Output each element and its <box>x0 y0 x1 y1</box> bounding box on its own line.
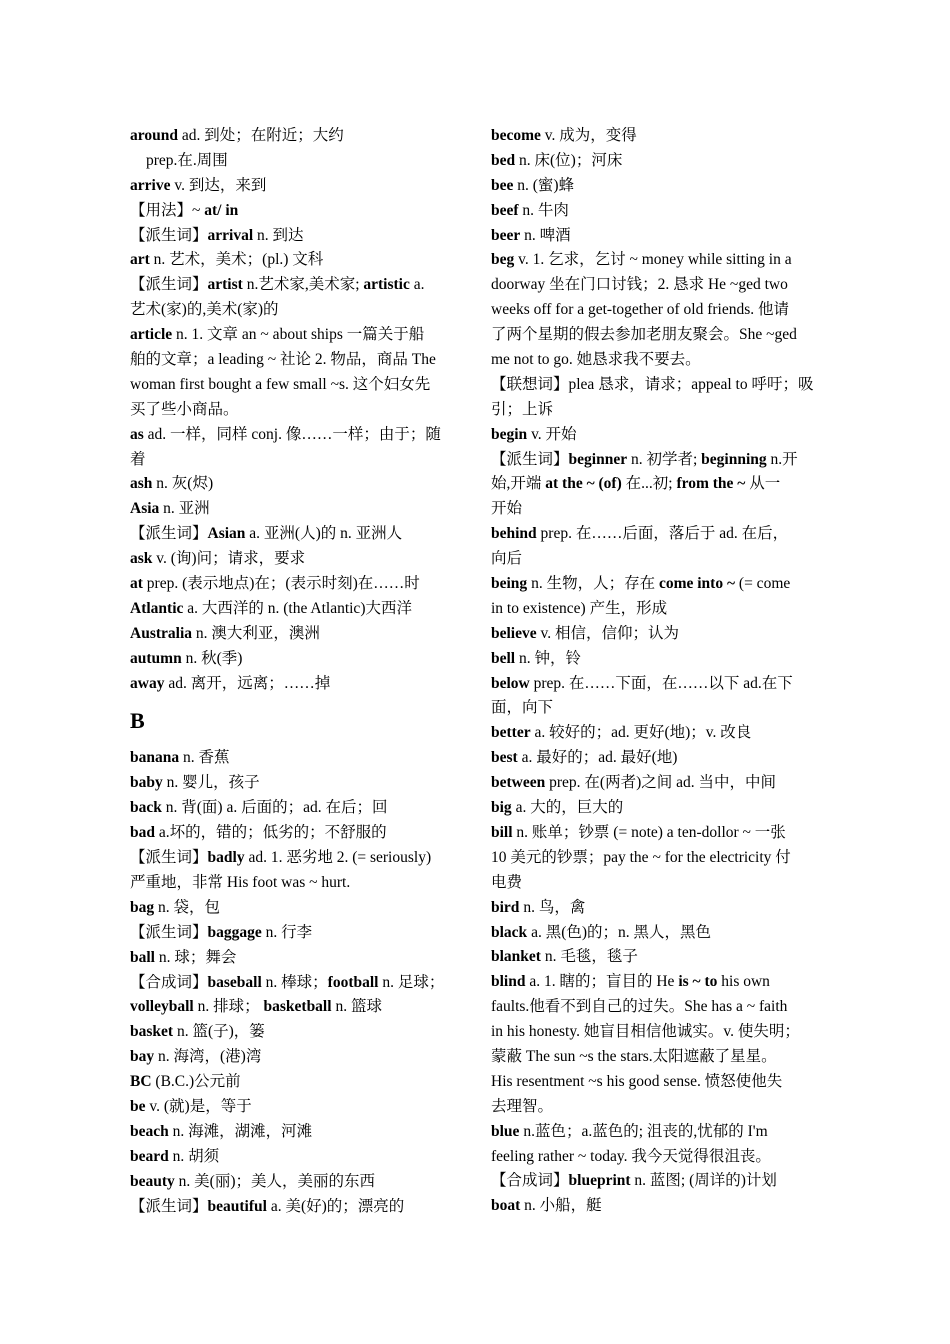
definition-text: n. 排球； <box>193 998 264 1016</box>
entry-line <box>491 298 821 323</box>
headword: Australia <box>130 624 192 642</box>
definition-text: n. 生物，人；存在 <box>527 575 659 593</box>
definition-text: v. 成为，变得 <box>540 127 637 144</box>
definition-text: 【合成词】 <box>130 973 208 991</box>
entry-line <box>130 946 456 971</box>
entry-line <box>491 248 821 273</box>
headword: believe <box>491 624 537 642</box>
entry-line <box>130 746 456 771</box>
entry-line <box>130 298 456 323</box>
definition-text: prep. (表示地点)在；(表示时刻)在……时 <box>142 575 420 593</box>
entry-line <box>491 945 821 970</box>
section-heading <box>130 696 456 746</box>
headword: bird <box>491 898 520 916</box>
definition-text: a. <box>409 276 425 294</box>
definition-text: n. 秋(季) <box>181 649 243 667</box>
headword: back <box>130 799 162 817</box>
definition-text: 【派生词】 <box>130 226 208 244</box>
headword: arrive <box>130 176 171 194</box>
headword: badly <box>207 849 245 867</box>
headword: beautiful <box>207 1197 267 1215</box>
entry-line <box>130 472 456 497</box>
definition-text: weeks off for a get-together of old friends. 他请 <box>491 301 789 319</box>
definition-text: 【派生词】 <box>130 1197 208 1215</box>
definition-text: 【派生词】 <box>130 849 208 867</box>
entry-line <box>491 124 821 149</box>
definition-text: prep. 在(两者)之间 ad. 当中，中间 <box>545 774 776 792</box>
definition-text: v. (询)问；请求，要求 <box>152 550 306 568</box>
definition-text: a. 较好的；ad. 更好(地)；v. 改良 <box>530 724 752 742</box>
headword: as <box>130 425 144 443</box>
entry-line <box>130 348 456 373</box>
headword: beginning <box>701 450 767 468</box>
definition-text: n. 篮(子)，篓 <box>173 1023 265 1041</box>
entry-line <box>130 597 456 622</box>
definition-text: n. 1. 文章 an ~ about ships 一篇关于船 <box>172 326 425 344</box>
entry-line <box>491 348 821 373</box>
definition-text: n. 牛肉 <box>518 201 569 219</box>
headword: best <box>491 749 518 767</box>
entry-line <box>130 224 456 249</box>
entry-line <box>130 1070 456 1095</box>
entry-line <box>130 248 456 273</box>
headword: football <box>327 973 379 991</box>
entry-line <box>491 796 821 821</box>
definition-text: 【派生词】 <box>130 525 208 543</box>
definition-text: n. 球；舞会 <box>154 948 237 966</box>
definition-text: v. (就)是，等于 <box>145 1097 252 1115</box>
entry-line <box>491 448 821 473</box>
definition-text: n. 到达 <box>253 226 304 244</box>
definition-text: a. 1. 瞎的；盲目的 He <box>525 973 679 991</box>
definition-text: n. 账单；钞票 (= note) a ten-dollor ~ 一张 <box>512 823 786 841</box>
definition-text: woman first bought a few small ~s. 这个妇女先 <box>130 375 431 393</box>
headword: blue <box>491 1122 520 1140</box>
entry-line <box>130 547 456 572</box>
definition-text: 向后 <box>491 550 523 568</box>
definition-text: n. 亚洲 <box>159 500 210 518</box>
entry-line <box>130 971 456 996</box>
entry-line <box>491 597 821 622</box>
headword: bell <box>491 649 516 667</box>
entry-line <box>130 199 456 224</box>
entry-line <box>130 572 456 597</box>
definition-text: 从一 <box>745 475 781 493</box>
entry-line <box>491 1095 821 1120</box>
entry-line <box>130 796 456 821</box>
definition-text: ad. 1. 恶劣地 2. (= seriously) <box>244 849 432 867</box>
entry-line <box>130 647 456 672</box>
definition-text: 始,开端 <box>491 475 546 493</box>
entry-line <box>130 423 456 448</box>
entry-line <box>491 871 821 896</box>
definition-text: (B.C.)公元前 <box>151 1073 241 1091</box>
definition-text: 在...初; <box>621 475 677 493</box>
definition-text: 蒙蔽 The sun ~s the stars.太阳遮蔽了星星。 <box>491 1047 777 1065</box>
entry-line <box>491 199 821 224</box>
definition-text: 面，向下 <box>491 699 554 717</box>
headword: ash <box>130 475 153 493</box>
definition-text: 【派生词】 <box>130 923 208 941</box>
entry-line <box>491 696 821 721</box>
entry-line <box>491 995 821 1020</box>
entry-line <box>491 174 821 199</box>
headword: beginner <box>568 450 628 468</box>
definition-text: 【合成词】 <box>491 1172 569 1190</box>
headword: article <box>130 326 173 344</box>
headword: ball <box>130 948 155 966</box>
headword: bee <box>491 176 514 194</box>
definition-text: n. 艺术，美术；(pl.) 文科 <box>149 251 324 269</box>
headword: bad <box>130 824 155 842</box>
headword: volleyball <box>130 998 194 1016</box>
headword: bill <box>491 823 513 841</box>
entry-line <box>130 448 456 473</box>
entry-line <box>130 273 456 298</box>
entry-line <box>130 1195 456 1220</box>
entry-line <box>491 846 821 871</box>
definition-text: n. 香蕉 <box>179 749 230 767</box>
headword: between <box>491 774 546 792</box>
entry-line <box>491 472 821 497</box>
definition-text: 开始 <box>491 500 523 518</box>
entry-line <box>491 672 821 697</box>
definition-text: in to existence) 产生，形成 <box>491 599 668 617</box>
headword: black <box>491 923 528 941</box>
definition-text: a. 最好的；ad. 最好(地) <box>517 749 678 767</box>
headword: boat <box>491 1197 521 1215</box>
definition-text: doorway 坐在门口讨钱；2. 恳求 He ~ged two <box>491 276 788 294</box>
definition-text: n. 背(面) a. 后面的；ad. 在后；回 <box>161 799 388 817</box>
headword: is ~ to <box>678 973 718 991</box>
headword: basket <box>130 1023 174 1041</box>
definition-text: 买了些小商品。 <box>130 400 239 418</box>
definition-text: 【派生词】 <box>491 450 569 468</box>
entry-line <box>130 1145 456 1170</box>
entry-line <box>130 896 456 921</box>
entry-line <box>491 572 821 597</box>
definition-text: n.蓝色；a.蓝色的; 沮丧的,忧郁的 I'm <box>519 1122 768 1140</box>
headword: blueprint <box>568 1172 631 1190</box>
definition-text: 严重地，非常 His foot was ~ hurt. <box>130 873 351 891</box>
entry-line <box>491 1169 821 1194</box>
headword: big <box>491 799 512 817</box>
headword: ask <box>130 550 153 568</box>
definition-text: His resentment ~s his good sense. 愤怒使他失 <box>491 1072 783 1090</box>
definition-text: n. 床(位)；河床 <box>515 151 623 169</box>
definition-text: n. 钟，铃 <box>515 649 582 667</box>
definition-text: 引；上诉 <box>491 400 554 418</box>
definition-text: in his honesty. 她盲目相信他诚实。v. 使失明； <box>491 1023 800 1041</box>
definition-text: 舶的文章；a leading ~ 社论 2. 物品，商品 The <box>130 351 436 369</box>
headword: B <box>130 708 145 734</box>
entry-line <box>491 821 821 846</box>
entry-line <box>491 721 821 746</box>
entry-line <box>491 497 821 522</box>
entry-line <box>130 149 456 174</box>
definition-text: ad. 离开，远离；……掉 <box>164 674 331 692</box>
definition-text: n.艺术家,美术家; <box>242 276 364 294</box>
entry-line <box>491 771 821 796</box>
entry-line <box>491 647 821 672</box>
entry-line <box>491 224 821 249</box>
entry-line <box>491 323 821 348</box>
definition-text: n. 灰(烬) <box>152 475 214 493</box>
entry-line <box>130 497 456 522</box>
definition-text: 【用法】~ <box>130 201 205 219</box>
definition-text: n. 小船，艇 <box>520 1197 602 1215</box>
definition-text: n. 足球； <box>378 973 445 991</box>
definition-text: a. 大的，巨大的 <box>511 799 624 817</box>
entry-line <box>130 522 456 547</box>
headword: beef <box>491 201 519 219</box>
headword: from the ~ <box>676 475 746 493</box>
entry-line <box>130 622 456 647</box>
definition-text: n. 棒球； <box>261 973 328 991</box>
headword: bed <box>491 151 516 169</box>
headword: blanket <box>491 948 541 966</box>
definition-text: n. 袋，包 <box>154 898 221 916</box>
entry-line <box>491 1020 821 1045</box>
entry-line <box>491 547 821 572</box>
right-column <box>491 124 821 1219</box>
definition-text: v. 开始 <box>527 425 577 443</box>
headword: banana <box>130 749 180 767</box>
definition-text: n. 胡须 <box>168 1147 220 1165</box>
definition-text: a.坏的，错的；低劣的；不舒服的 <box>155 824 387 842</box>
entry-line <box>491 373 821 398</box>
entry-line <box>491 896 821 921</box>
entry-line <box>491 746 821 771</box>
definition-text: n. 海湾，(港)湾 <box>154 1048 262 1066</box>
entry-line <box>130 1095 456 1120</box>
definition-text: n. 篮球 <box>331 998 382 1016</box>
definition-text: v. 相信，信仰；认为 <box>536 624 679 642</box>
headword: basketball <box>263 998 332 1016</box>
definition-text: 10 美元的钞票；pay the ~ for the electricity 付 <box>491 848 791 866</box>
entry-line <box>130 821 456 846</box>
entry-line <box>130 921 456 946</box>
definition-text: ad. 一样，同样 conj. 像……一样；由于；随 <box>143 425 441 443</box>
entry-line <box>130 124 456 149</box>
definition-text: 电费 <box>491 873 523 891</box>
headword: come into ~ <box>658 575 736 593</box>
entry-line <box>130 323 456 348</box>
definition-text: 去理智。 <box>491 1097 554 1115</box>
headword: being <box>491 575 528 593</box>
headword: arrival <box>207 226 254 244</box>
entry-line <box>491 1120 821 1145</box>
entry-line <box>130 174 456 199</box>
entry-line <box>491 921 821 946</box>
definition-text: me not to go. 她恳求我不要去。 <box>491 351 701 369</box>
entry-line <box>130 373 456 398</box>
entry-line <box>491 1145 821 1170</box>
definition-text: faults.他看不到自己的过失。She has a ~ faith <box>491 998 788 1016</box>
definition-text: n.开 <box>766 450 798 468</box>
entry-line <box>491 970 821 995</box>
headword: begin <box>491 425 528 443</box>
entry-line <box>491 1070 821 1095</box>
definition-text: n. 海滩，湖滩，河滩 <box>168 1122 313 1140</box>
headword: around <box>130 127 178 144</box>
definition-text: (= come <box>735 575 791 593</box>
entry-line <box>491 622 821 647</box>
entry-line <box>130 771 456 796</box>
entry-line <box>491 423 821 448</box>
definition-text: a. 黑(色)的；n. 黑人，黑色 <box>527 923 712 941</box>
headword: beauty <box>130 1172 175 1190</box>
definition-text: a. 亚洲(人)的 n. 亚洲人 <box>245 525 403 543</box>
headword: autumn <box>130 649 182 667</box>
definition-text: v. 1. 乞求，乞讨 ~ money while sitting in a <box>514 251 792 269</box>
headword: become <box>491 127 541 144</box>
entry-line <box>491 398 821 423</box>
definition-text: n. 行李 <box>261 923 313 941</box>
definition-text: n. 啤酒 <box>520 226 571 244</box>
definition-text: n. 澳大利亚，澳洲 <box>192 624 320 642</box>
headword: bay <box>130 1048 155 1066</box>
headword: bag <box>130 898 155 916</box>
headword: better <box>491 724 531 742</box>
entry-line <box>130 846 456 871</box>
headword: away <box>130 674 165 692</box>
headword: Asian <box>207 525 246 543</box>
definition-text: v. 到达，来到 <box>170 176 267 194</box>
definition-text: 【派生词】 <box>130 276 208 294</box>
definition-text: n. 毛毯，毯子 <box>540 948 638 966</box>
headword: blind <box>491 973 526 991</box>
entry-line <box>491 149 821 174</box>
headword: artist <box>207 276 243 294</box>
headword: below <box>491 674 530 692</box>
entry-line <box>130 871 456 896</box>
definition-text: prep. 在……后面，落后于 ad. 在后， <box>536 525 789 543</box>
entry-line <box>130 1045 456 1070</box>
definition-text: n. 婴儿，孩子 <box>162 774 260 792</box>
entry-line <box>130 995 456 1020</box>
entry-line <box>491 1194 821 1219</box>
headword: baby <box>130 774 163 792</box>
headword: at/ in <box>204 201 239 219</box>
definition-text: 【联想词】plea 恳求，请求；appeal to 呼吁；吸 <box>491 375 814 393</box>
headword: beer <box>491 226 521 244</box>
headword: beard <box>130 1147 169 1165</box>
definition-text: prep.在.周围 <box>146 151 228 169</box>
entry-line <box>130 1170 456 1195</box>
definition-text: n. 初学者; <box>627 450 702 468</box>
definition-text: prep. 在……下面，在……以下 ad.在下 <box>529 674 793 692</box>
entry-line <box>491 522 821 547</box>
entry-line <box>130 1120 456 1145</box>
headword: artistic <box>363 276 410 294</box>
definition-text: his own <box>717 973 770 991</box>
entry-line <box>130 1020 456 1045</box>
definition-text: feeling rather ~ today. 我今天觉得很沮丧。 <box>491 1147 771 1165</box>
entry-line <box>130 398 456 423</box>
entry-line <box>491 1045 821 1070</box>
headword: beg <box>491 251 515 269</box>
entry-line <box>491 273 821 298</box>
headword: be <box>130 1097 146 1115</box>
definition-text: 艺术(家)的,美术(家)的 <box>130 301 279 319</box>
definition-text: n. (蜜)蜂 <box>513 176 575 194</box>
headword: behind <box>491 525 537 543</box>
headword: Asia <box>130 500 160 518</box>
headword: art <box>130 251 150 269</box>
headword: beach <box>130 1122 169 1140</box>
definition-text: n. 鸟，禽 <box>519 898 586 916</box>
entry-line <box>130 672 456 697</box>
definition-text: 着 <box>130 450 146 468</box>
definition-text: a. 美(好)的；漂亮的 <box>266 1197 405 1215</box>
headword: Atlantic <box>130 599 184 617</box>
headword: BC <box>130 1073 152 1091</box>
definition-text: 了两个星期的假去参加老朋友聚会。She ~ged <box>491 326 797 344</box>
definition-text: ad. 到处；在附近；大约 <box>177 127 344 144</box>
headword: baseball <box>207 973 262 991</box>
headword: baggage <box>207 923 262 941</box>
definition-text: n. 蓝图; (周详的)计划 <box>630 1172 777 1190</box>
definition-text: n. 美(丽)；美人，美丽的东西 <box>174 1172 375 1190</box>
headword: at <box>130 575 143 593</box>
definition-text: a. 大西洋的 n. (the Atlantic)大西洋 <box>183 599 412 617</box>
left-column <box>130 124 456 1219</box>
headword: at the ~ (of) <box>545 475 622 493</box>
